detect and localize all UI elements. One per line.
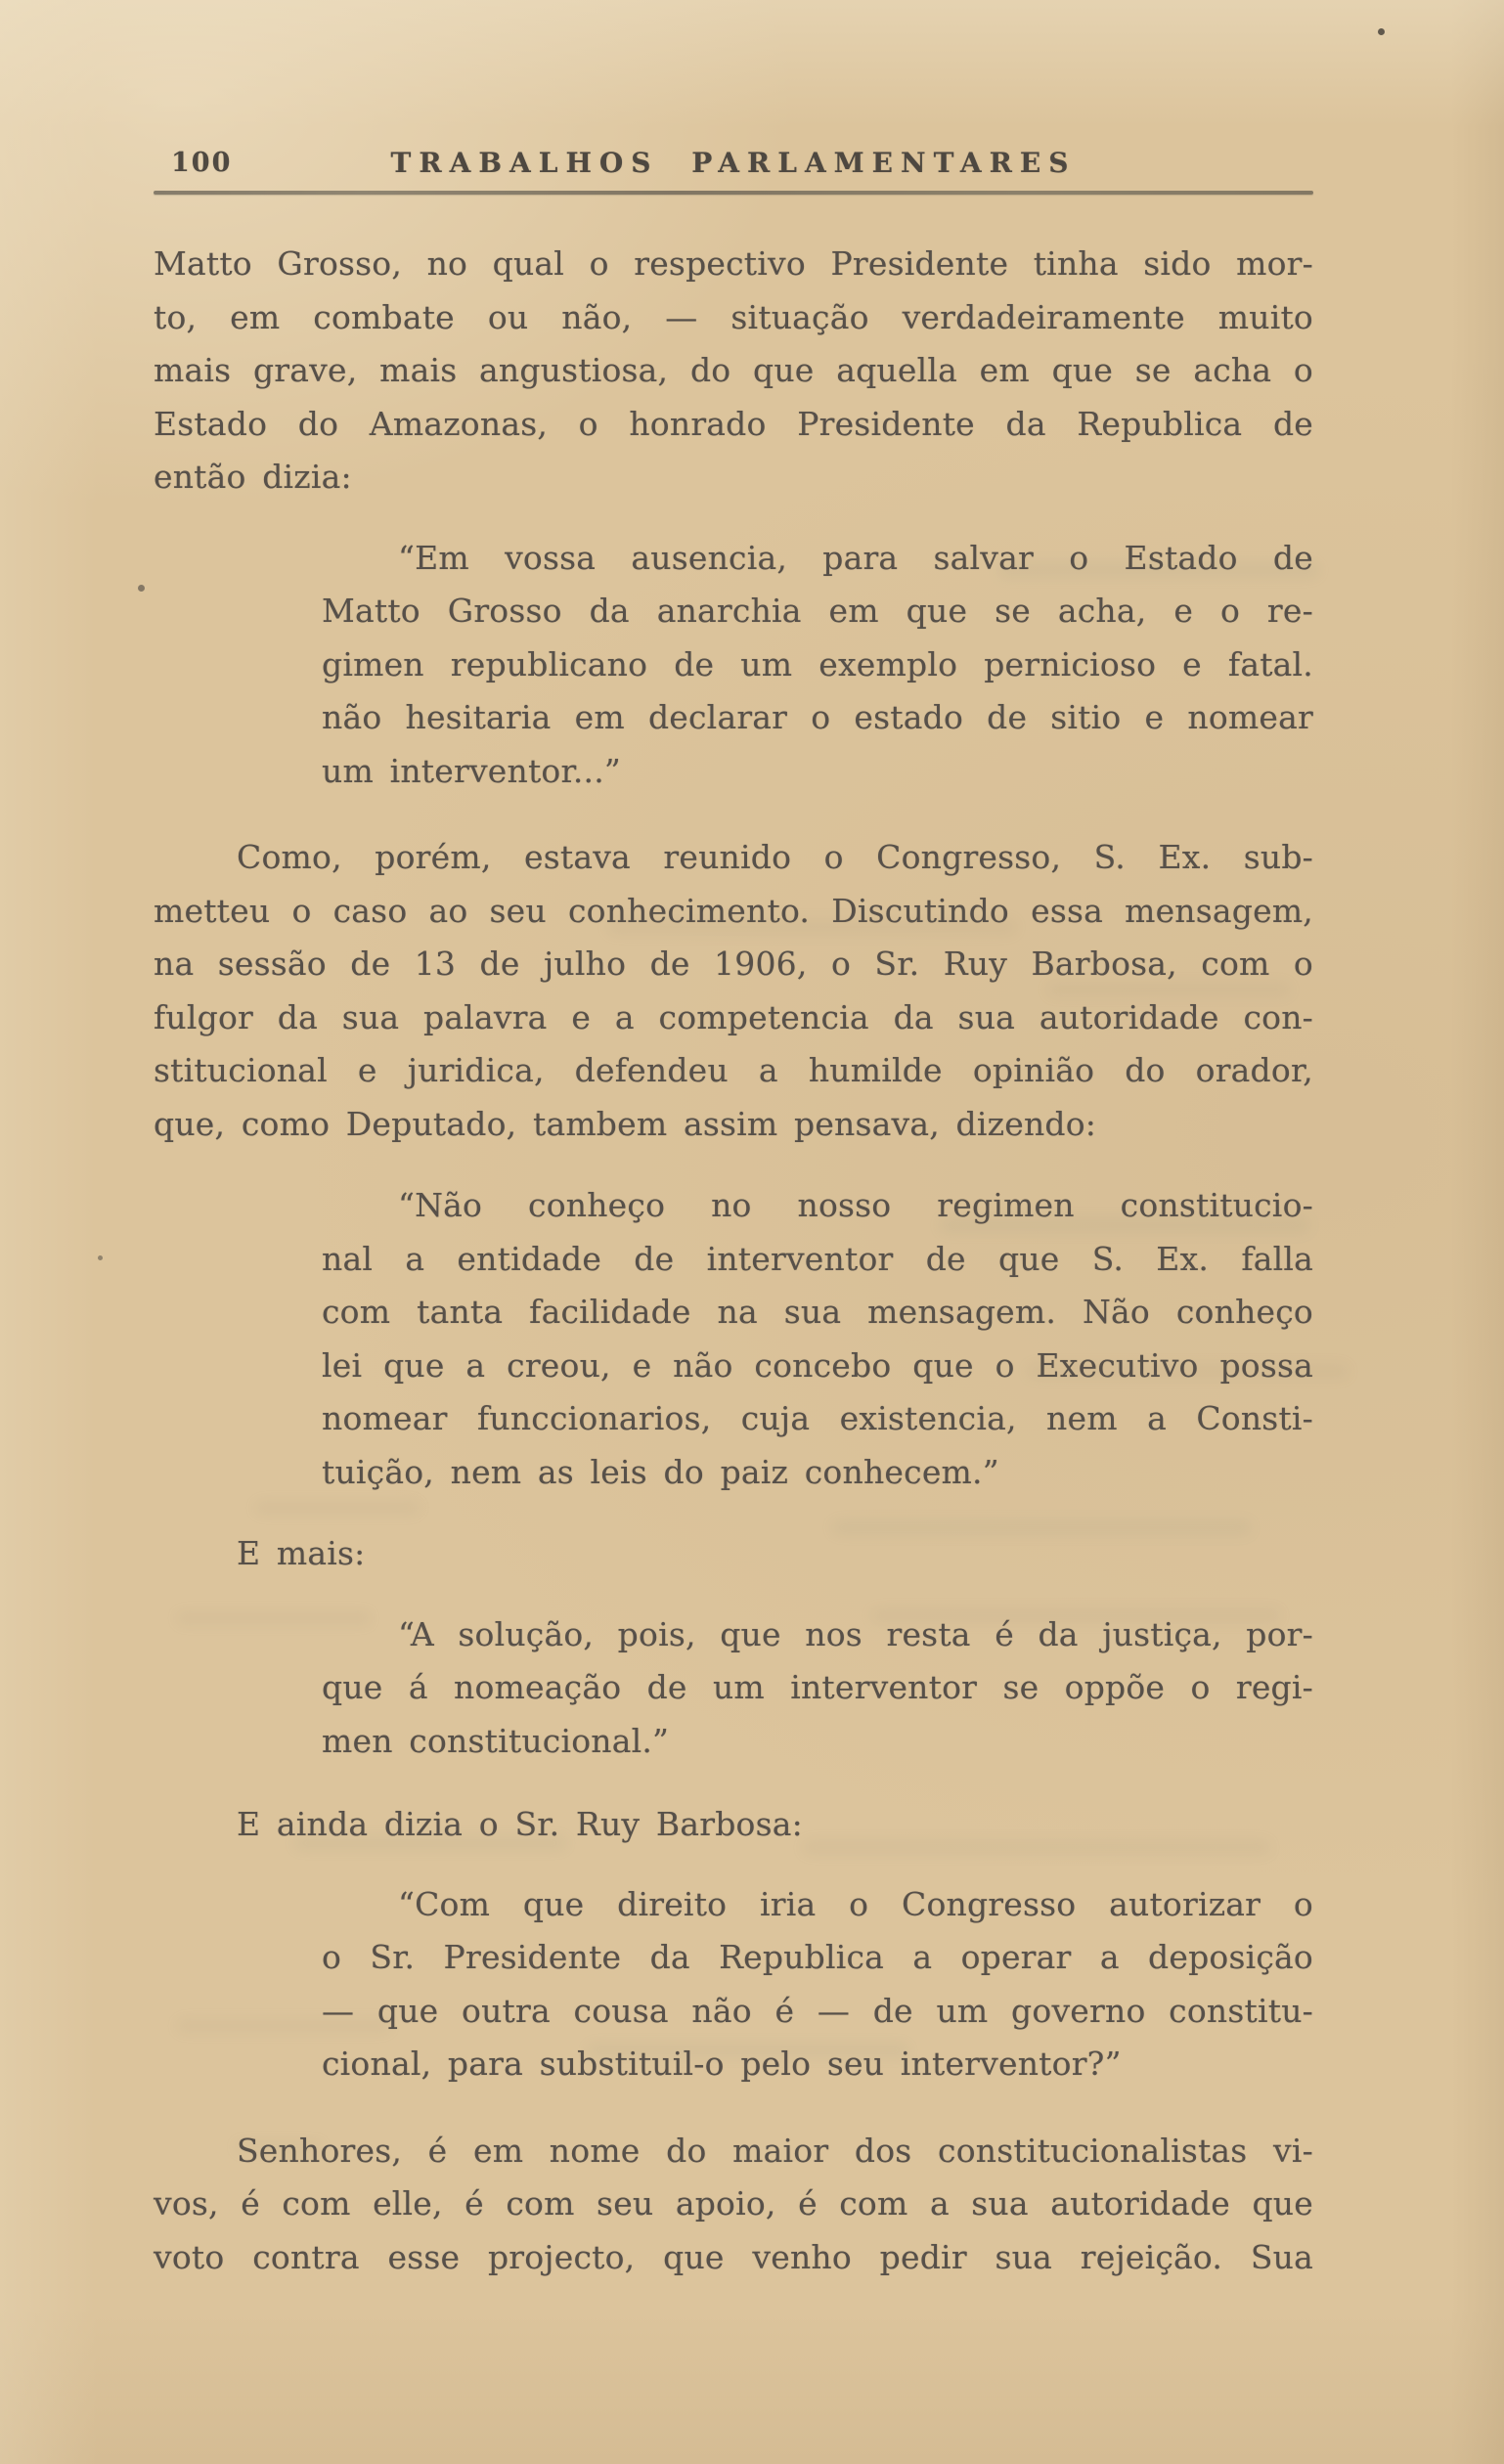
text-line: E ainda dizia o Sr. Ruy Barbosa: [237,1805,803,1843]
text-line: fulgor da sua palavra e a competencia da sua autoridade con- [154,997,1313,1036]
quote-block [322,1179,1313,1499]
text-line: “Não conheço no nosso regimen constitucio- [398,1186,1313,1224]
quote-block [322,1608,1313,1769]
text-line: Estado do Amazonas, o honrado Presidente da Republica de [154,404,1313,443]
quote-block [322,532,1313,799]
paragraph-block [154,2125,1313,2285]
text-line: Matto Grosso, no qual o respectivo Presidente tinha sido mor- [154,244,1313,283]
text-line: um interventor...” [322,751,621,790]
text-line: stitucional e juridica, defendeu a humilde opinião do orador, [154,1051,1313,1089]
text-line: metteu o caso ao seu conhecimento. Discutindo essa mensagem, [154,891,1313,930]
text-line: vos, é com elle, é com seu apoio, é com a sua autoridade que [154,2184,1313,2222]
text-line: que á nomeação de um interventor se oppõe o regi- [322,1668,1313,1706]
paragraph-block [154,1798,1313,1852]
text-line: “Em vossa ausencia, para salvar o Estado de [398,538,1313,577]
quote-block [322,1878,1313,2091]
text-line: Como, porém, estava reunido o Congresso, S. Ex. sub- [237,838,1313,876]
text-line: — que outra cousa não é — de um governo constitu- [322,1991,1313,2030]
text-line: mais grave, mais angustiosa, do que aquella em que se acha o [154,351,1313,389]
text-line: nal a entidade de interventor de que S. Ex. falla [322,1239,1313,1278]
text-line: Matto Grosso da anarchia em que se acha, e o re- [322,592,1313,630]
ink-speck [98,1255,103,1260]
paragraph-block [154,831,1313,1151]
text-line: “A solução, pois, que nos resta é da justiça, por- [398,1614,1313,1653]
text-line: to, em combate ou não, — situação verdadeiramente muito [154,297,1313,336]
paragraph-block [154,238,1313,505]
ink-speck [138,585,145,592]
text-line: com tanta facilidade na sua mensagem. Não conheço [322,1293,1313,1331]
paragraph-block [154,1527,1313,1581]
text-line: “Com que direito iria o Congresso autorizar o [398,1884,1313,1923]
text-line: E mais: [237,1534,366,1572]
text-line: Senhores, é em nome do maior dos constitucionalistas vi- [237,2131,1313,2170]
text-line: cional, para substituil-o pelo seu interventor?” [322,2045,1122,2083]
text-line: na sessão de 13 de julho de 1906, o Sr. Ruy Barbosa, com o [154,945,1313,983]
text-line: voto contra esse projecto, que venho pedir sua rejeição. Sua [154,2237,1313,2276]
text-line: lei que a creou, e não concebo que o Executivo possa [322,1345,1313,1385]
text-line: não hesitaria em declarar o estado de sitio e nomear [322,698,1313,736]
text-line: men constitucional.” [322,1721,670,1760]
page-number: 100 [171,148,233,178]
text-line: o Sr. Presidente da Republica a operar a deposição [322,1938,1313,1976]
header-rule [154,191,1313,195]
text-line: gimen republicano de um exemplo pernicioso e fatal. [322,644,1313,683]
running-title: TRABALHOS PARLAMENTARES [390,147,1077,179]
text-line: então dizia: [154,458,352,496]
ink-speck [1378,28,1385,35]
text-line: nomear funccionarios, cuja existencia, nem a Consti- [322,1399,1313,1437]
text-line: que, como Deputado, tambem assim pensava, dizendo: [154,1104,1097,1143]
text-column [154,238,1313,2284]
text-line: tuição, nem as leis do paiz conhecem.” [322,1452,999,1491]
